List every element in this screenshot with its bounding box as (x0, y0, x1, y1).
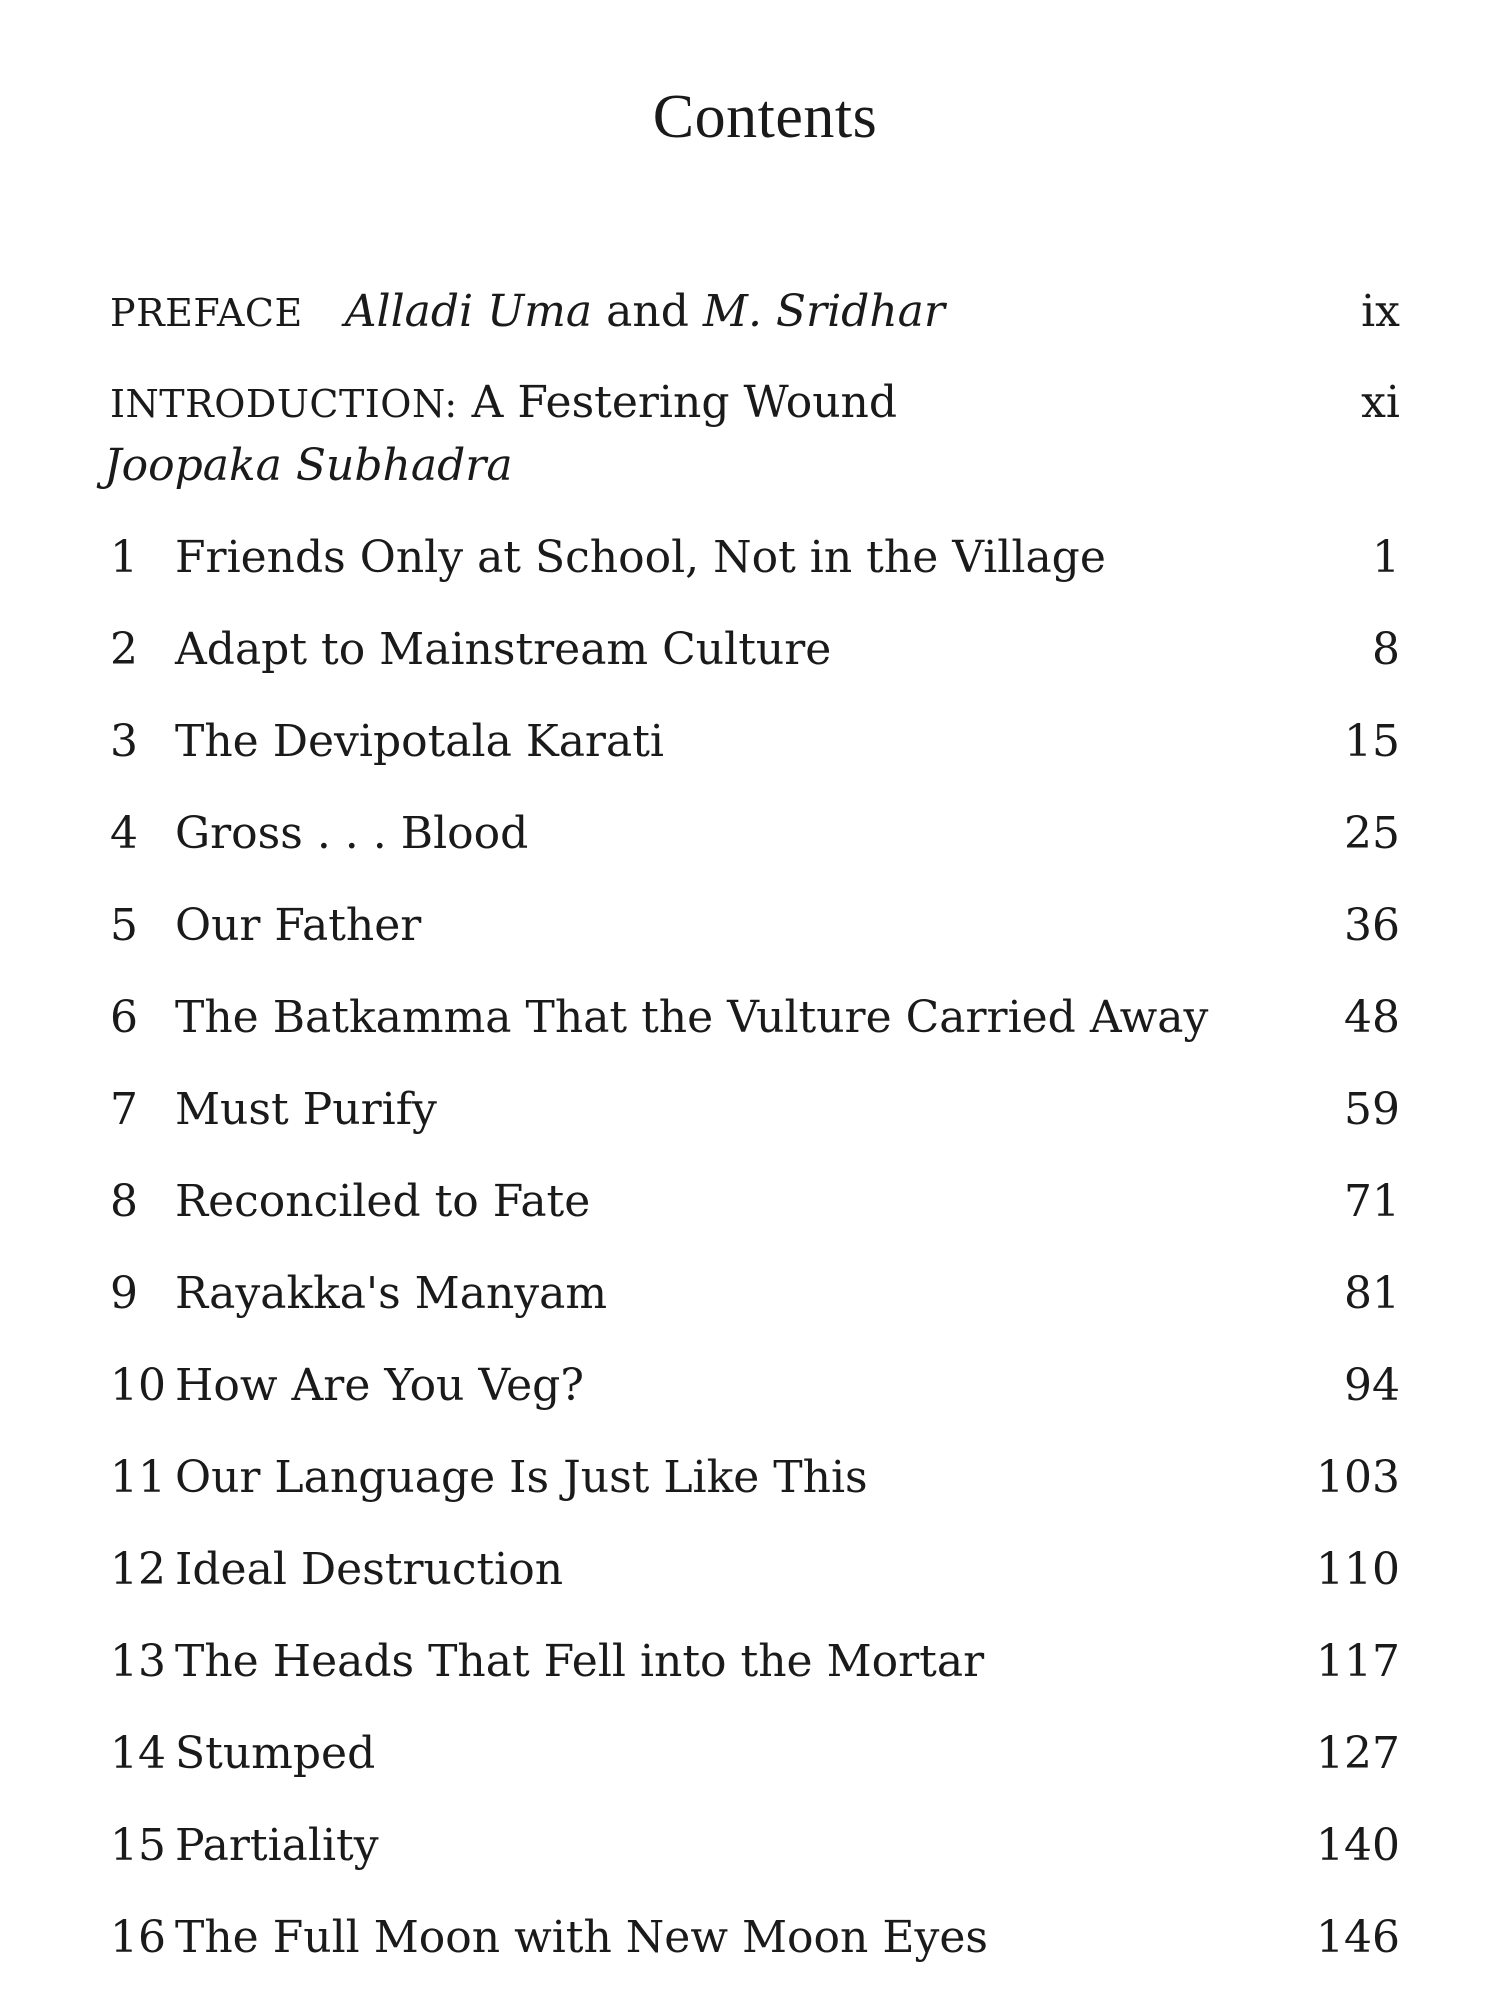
introduction-page-number: xi (1361, 377, 1400, 428)
toc-entry-chapter-11[interactable] (110, 1448, 1400, 1508)
chapter-page-number: 59 (1344, 1084, 1400, 1135)
chapter-number: 1 (110, 532, 138, 583)
chapter-number: 12 (110, 1544, 166, 1595)
chapter-number: 6 (110, 992, 138, 1043)
chapter-page-number: 140 (1316, 1820, 1400, 1871)
chapter-number: 9 (110, 1268, 138, 1319)
toc-entry-chapter-7[interactable] (110, 1080, 1400, 1140)
chapter-page-number: 146 (1316, 1912, 1400, 1963)
chapter-number: 14 (110, 1728, 166, 1779)
toc-entry-chapter-10[interactable] (110, 1356, 1400, 1416)
chapter-page-number: 15 (1344, 716, 1400, 767)
preface-label: PREFACE (110, 291, 303, 335)
chapter-title: The Devipotala Karati (175, 716, 664, 767)
chapter-page-number: 36 (1344, 900, 1400, 951)
toc-entry-chapter-8[interactable] (110, 1172, 1400, 1232)
chapter-page-number: 117 (1316, 1636, 1400, 1687)
chapter-title: The Batkamma That the Vulture Carried Away (175, 992, 1209, 1043)
toc-entry-chapter-1[interactable] (110, 528, 1400, 588)
chapter-page-number: 110 (1316, 1544, 1400, 1595)
chapter-number: 3 (110, 716, 138, 767)
chapter-number: 10 (110, 1360, 166, 1411)
chapter-page-number: 81 (1344, 1268, 1400, 1319)
introduction-title: A Festering Wound (471, 377, 898, 428)
chapter-title: Our Father (175, 900, 422, 951)
toc-entry-chapter-16[interactable] (110, 1908, 1400, 1968)
toc-entry-chapter-12[interactable] (110, 1540, 1400, 1600)
chapter-number: 8 (110, 1176, 138, 1227)
toc-entry-chapter-5[interactable] (110, 896, 1400, 956)
chapter-page-number: 25 (1344, 808, 1400, 859)
chapter-number: 7 (110, 1084, 138, 1135)
chapter-page-number: 8 (1372, 624, 1400, 675)
page-title: Contents (652, 83, 878, 151)
preface-page-number: ix (1361, 286, 1400, 337)
chapter-title: Partiality (175, 1820, 379, 1871)
chapter-number: 4 (110, 808, 138, 859)
chapter-title: The Heads That Fell into the Mortar (175, 1636, 985, 1687)
chapter-title: The Full Moon with New Moon Eyes (175, 1912, 988, 1963)
introduction-author: Joopaka Subhadra (104, 440, 513, 491)
chapter-number: 5 (110, 900, 138, 951)
chapter-title: Ideal Destruction (175, 1544, 564, 1595)
chapter-title: Must Purify (175, 1084, 437, 1135)
chapter-title: Stumped (175, 1728, 376, 1779)
preface-author-2: M. Sridhar (702, 286, 945, 337)
chapter-title: Friends Only at School, Not in the Village (175, 532, 1106, 583)
chapter-page-number: 127 (1316, 1728, 1400, 1779)
chapter-page-number: 103 (1316, 1452, 1400, 1503)
chapter-number: 11 (110, 1452, 166, 1503)
chapter-title: Rayakka's Manyam (175, 1268, 608, 1319)
toc-entry-preface[interactable] (110, 282, 1400, 342)
chapter-title: Adapt to Mainstream Culture (175, 624, 832, 675)
toc-entry-chapter-13[interactable] (110, 1632, 1400, 1692)
preface-author-1: Alladi Uma (344, 286, 593, 337)
chapter-number: 13 (110, 1636, 166, 1687)
toc-entry-chapter-14[interactable] (110, 1724, 1400, 1784)
toc-entry-chapter-6[interactable] (110, 988, 1400, 1048)
chapter-title: How Are You Veg? (175, 1360, 584, 1411)
chapter-number: 15 (110, 1820, 166, 1871)
chapter-title: Reconciled to Fate (175, 1176, 591, 1227)
chapter-page-number: 48 (1344, 992, 1400, 1043)
toc-entry-introduction[interactable] (110, 373, 1400, 433)
chapter-page-number: 94 (1344, 1360, 1400, 1411)
toc-entry-chapter-4[interactable] (110, 804, 1400, 864)
chapter-number: 16 (110, 1912, 166, 1963)
preface-conjunction: and (606, 286, 689, 337)
toc-entry-chapter-2[interactable] (110, 620, 1400, 680)
chapter-title: Our Language Is Just Like This (175, 1452, 868, 1503)
toc-entry-chapter-3[interactable] (110, 712, 1400, 772)
toc-entry-chapter-9[interactable] (110, 1264, 1400, 1324)
chapter-number: 2 (110, 624, 138, 675)
toc-entry-chapter-15[interactable] (110, 1816, 1400, 1876)
introduction-label: INTRODUCTION: (110, 382, 458, 426)
chapter-title: Gross . . . Blood (175, 808, 529, 859)
chapter-page-number: 1 (1372, 532, 1400, 583)
chapter-page-number: 71 (1344, 1176, 1400, 1227)
